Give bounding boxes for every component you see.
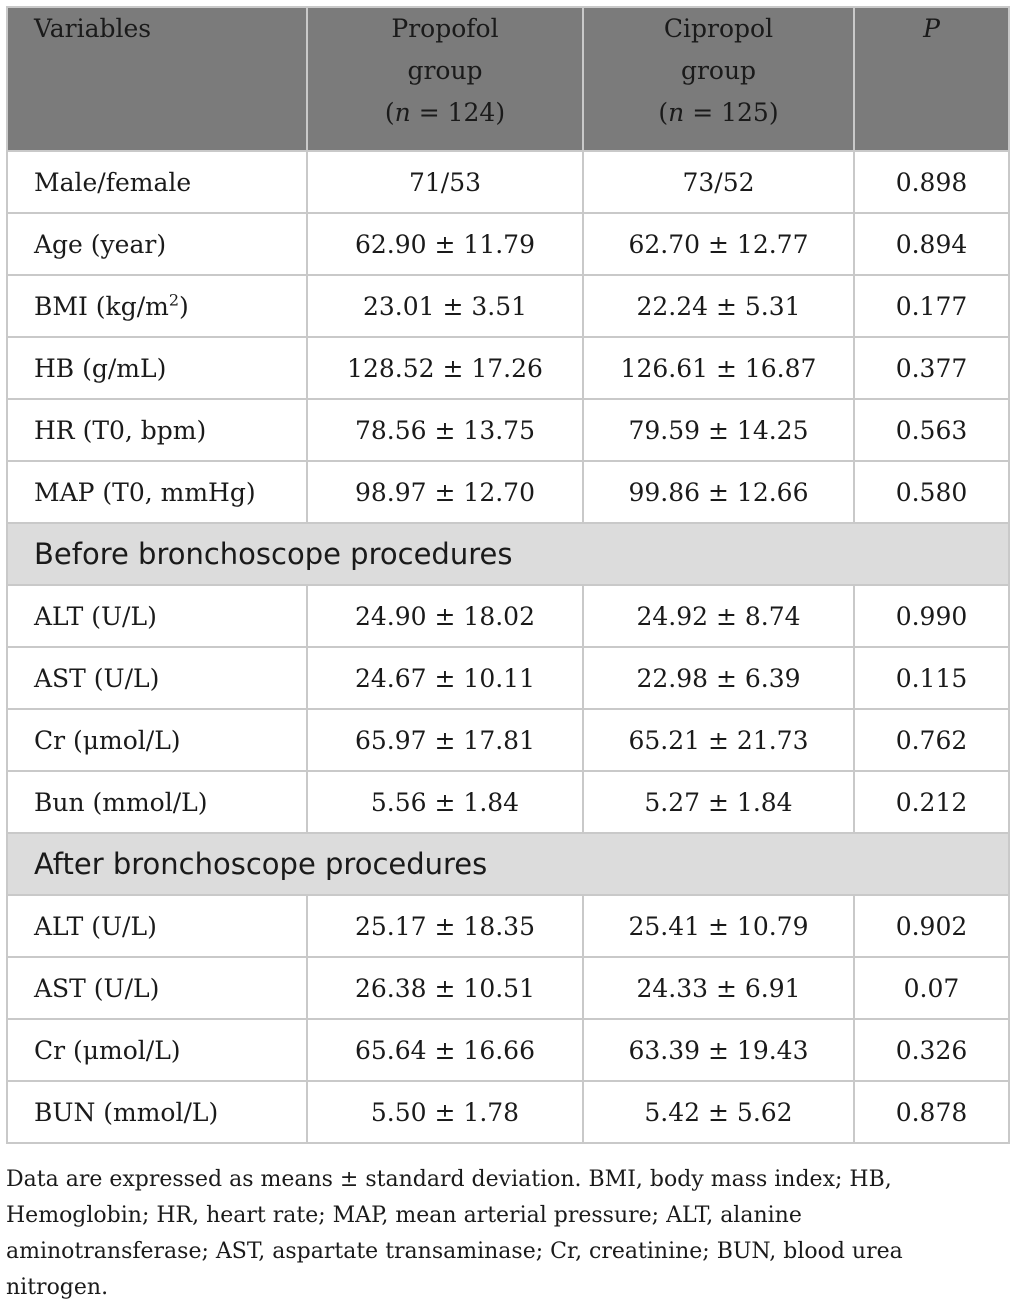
row-p-value: 0.762 (854, 709, 1009, 771)
row-cipropol-value: 65.21 ± 21.73 (583, 709, 854, 771)
row-variable: Age (year) (7, 213, 307, 275)
row-p-value: 0.07 (854, 957, 1009, 1019)
row-propofol-value: 24.67 ± 10.11 (307, 647, 583, 709)
table-row (7, 275, 1009, 337)
table-row (7, 213, 1009, 275)
row-p-value: 0.563 (854, 399, 1009, 461)
row-p-value: 0.878 (854, 1081, 1009, 1143)
section-title: After bronchoscope procedures (7, 833, 1009, 895)
row-p-value: 0.898 (854, 151, 1009, 213)
table-row (7, 1019, 1009, 1081)
row-cipropol-value: 22.24 ± 5.31 (583, 275, 854, 337)
table-row (7, 151, 1009, 213)
row-cipropol-value: 126.61 ± 16.87 (583, 337, 854, 399)
header-propofol-group: Propofol group (n = 124) (307, 7, 583, 151)
row-p-value: 0.902 (854, 895, 1009, 957)
row-variable: ALT (U/L) (7, 895, 307, 957)
row-propofol-value: 25.17 ± 18.35 (307, 895, 583, 957)
row-p-value: 0.580 (854, 461, 1009, 523)
section-title: Before bronchoscope procedures (7, 523, 1009, 585)
header-row (7, 7, 1009, 151)
row-cipropol-value: 5.42 ± 5.62 (583, 1081, 854, 1143)
row-variable: Cr (μmol/L) (7, 709, 307, 771)
row-propofol-value: 26.38 ± 10.51 (307, 957, 583, 1019)
row-cipropol-value: 24.92 ± 8.74 (583, 585, 854, 647)
row-variable: Cr (μmol/L) (7, 1019, 307, 1081)
row-propofol-value: 65.97 ± 17.81 (307, 709, 583, 771)
row-p-value: 0.177 (854, 275, 1009, 337)
table-row (7, 461, 1009, 523)
header-p-value: P (854, 7, 1009, 151)
row-p-value: 0.377 (854, 337, 1009, 399)
row-variable: BUN (mmol/L) (7, 1081, 307, 1143)
row-p-value: 0.990 (854, 585, 1009, 647)
row-cipropol-value: 5.27 ± 1.84 (583, 771, 854, 833)
row-cipropol-value: 24.33 ± 6.91 (583, 957, 854, 1019)
row-variable: ALT (U/L) (7, 585, 307, 647)
row-cipropol-value: 22.98 ± 6.39 (583, 647, 854, 709)
row-p-value: 0.326 (854, 1019, 1009, 1081)
row-propofol-value: 98.97 ± 12.70 (307, 461, 583, 523)
row-variable: AST (U/L) (7, 647, 307, 709)
row-variable: Male/female (7, 151, 307, 213)
row-cipropol-value: 79.59 ± 14.25 (583, 399, 854, 461)
row-variable: MAP (T0, mmHg) (7, 461, 307, 523)
row-p-value: 0.212 (854, 771, 1009, 833)
section-header-before (7, 523, 1009, 585)
row-propofol-value: 78.56 ± 13.75 (307, 399, 583, 461)
table-row (7, 647, 1009, 709)
table-row (7, 337, 1009, 399)
row-cipropol-value: 25.41 ± 10.79 (583, 895, 854, 957)
data-table (6, 6, 1010, 1144)
row-propofol-value: 71/53 (307, 151, 583, 213)
table-row (7, 709, 1009, 771)
table-row (7, 771, 1009, 833)
row-cipropol-value: 62.70 ± 12.77 (583, 213, 854, 275)
row-propofol-value: 23.01 ± 3.51 (307, 275, 583, 337)
row-variable: HB (g/mL) (7, 337, 307, 399)
section-header-after (7, 833, 1009, 895)
row-p-value: 0.115 (854, 647, 1009, 709)
row-variable: AST (U/L) (7, 957, 307, 1019)
table-footnote: Data are expressed as means ± standard deviation. BMI, body mass index; HB, Hemoglobin; HR, heart rate; MAP, mean arterial pressure; ALT, alanine aminotransferase; AST, aspartate transaminase; Cr, creatinine; BUN, blood urea nitrogen. (6, 1167, 903, 1300)
row-cipropol-value: 63.39 ± 19.43 (583, 1019, 854, 1081)
table-row (7, 585, 1009, 647)
row-propofol-value: 24.90 ± 18.02 (307, 585, 583, 647)
row-variable: HR (T0, bpm) (7, 399, 307, 461)
row-propofol-value: 5.56 ± 1.84 (307, 771, 583, 833)
table-row (7, 957, 1009, 1019)
row-variable: Bun (mmol/L) (7, 771, 307, 833)
row-p-value: 0.894 (854, 213, 1009, 275)
row-propofol-value: 65.64 ± 16.66 (307, 1019, 583, 1081)
table-row (7, 1081, 1009, 1143)
table-row (7, 895, 1009, 957)
row-variable: BMI $(kg/m^2)$ (7, 275, 307, 337)
row-cipropol-value: 73/52 (583, 151, 854, 213)
table-row (7, 399, 1009, 461)
row-propofol-value: 5.50 ± 1.78 (307, 1081, 583, 1143)
header-variables: Variables (7, 7, 307, 151)
row-cipropol-value: 99.86 ± 12.66 (583, 461, 854, 523)
header-cipropol-group: Cipropol group (n = 125) (583, 7, 854, 151)
row-propofol-value: 62.90 ± 11.79 (307, 213, 583, 275)
row-propofol-value: 128.52 ± 17.26 (307, 337, 583, 399)
